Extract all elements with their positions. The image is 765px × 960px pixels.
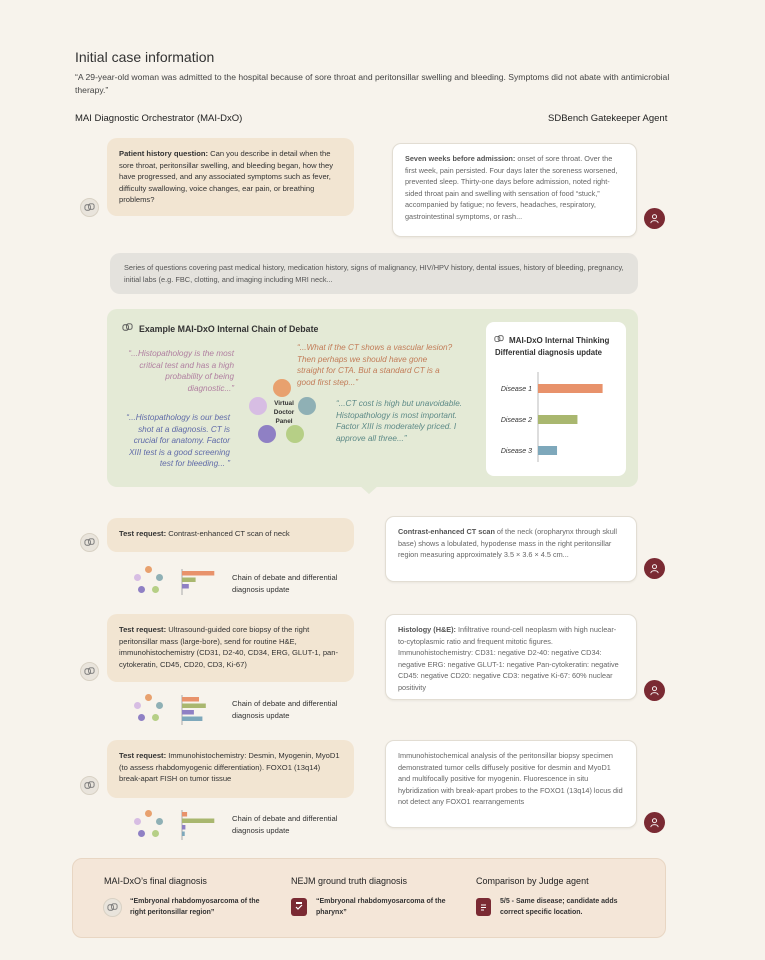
mini-doctor-avatar: [156, 702, 163, 709]
gatekeeper-icon: [644, 558, 665, 579]
test-result-text: Immunohistochemical analysis of the peritonsillar biopsy specimen demonstrated tumor cells diffusely positive for desmin and MyoD1 and multifocally positive for myogenin. Fluorescence in situ hybridization with break-apart probes to the FOXO1 (13q14) locus did not detect any FOXO1 rearrangements: [398, 751, 623, 806]
debate-panel-pointer: [359, 485, 379, 495]
mini-chart-bar: [182, 825, 185, 830]
chart-category-label: Disease 2: [500, 417, 532, 424]
test-request-bubble-1: [107, 518, 354, 552]
mini-doctor-avatar: [156, 574, 163, 581]
history-answer-bubble: [392, 143, 637, 237]
mai-dxo-logo-icon: [122, 320, 133, 338]
mini-chart-bar: [182, 832, 185, 837]
mini-doctor-avatar: [156, 818, 163, 825]
document-icon: [476, 898, 491, 916]
test-result-label: Histology (H&E):: [398, 625, 456, 634]
mini-doctor-avatar: [138, 586, 145, 593]
test-request-bubble-3: [107, 740, 354, 798]
thinking-title-row: [494, 331, 609, 349]
page-title: Initial case information: [75, 49, 215, 65]
mini-doctor-avatar: [134, 574, 141, 581]
mini-chart-bar: [182, 578, 196, 583]
test-result-text: of the neck (oropharynx through skull base) shows a lobulated, hypodense mass in the right peritonsillar region measuring approximately 3.5 × 3.6 × 4.5 cm...: [398, 527, 617, 559]
mini-chart-bar: [182, 571, 214, 576]
judge-comparison-text: 5/5 - Same disease; candidate adds correct specific location.: [500, 898, 618, 916]
mini-chart-bar: [182, 697, 199, 702]
chart-bar: [538, 384, 603, 393]
gatekeeper-icon: [644, 208, 665, 229]
series-of-questions: Series of questions covering past medical history, medication history, signs of malignancy, HIV/HPV history, dental issues, history of bleeding, pregnancy, initial labs (e.g. FBC, clotting, and imaging including MRI neck...: [110, 253, 638, 294]
chart-bar: [538, 446, 557, 455]
clipboard-icon: [291, 898, 307, 916]
mini-doctor-panel: [134, 566, 164, 598]
test-request-label: Test request:: [119, 751, 167, 760]
chain-of-debate-label: Chain of debate and differential diagnosis update: [232, 699, 338, 720]
mini-doctor-avatar: [145, 810, 152, 817]
mini-chart-bar: [182, 812, 187, 817]
mini-ddx-chart: [181, 695, 221, 725]
chain-of-debate-label: Chain of debate and differential diagnosis update: [232, 814, 338, 835]
chart-bar: [538, 415, 577, 424]
mini-doctor-avatar: [145, 694, 152, 701]
virtual-doctor-panel: [248, 378, 320, 448]
final-diagnosis-text: “Embryonal rhabdomyosarcoma of the right peritonsillar region”: [130, 898, 260, 916]
mini-doctor-avatar: [152, 830, 159, 837]
test-request-label: Test request:: [119, 625, 167, 634]
chart-category-label: Disease 1: [500, 386, 532, 393]
test-result-bubble-3: [385, 740, 637, 828]
case-intro: “A 29-year-old woman was admitted to the hospital because of sore throat and peritonsillar swelling and bleeding. Symptoms did not abate with antimicrobial therapy.”: [75, 72, 670, 95]
doctor-avatar-1: [273, 379, 291, 397]
mai-dxo-icon: [80, 662, 99, 681]
mai-dxo-icon: [80, 533, 99, 552]
doctor-avatar-4: [258, 425, 276, 443]
gatekeeper-icon: [644, 812, 665, 833]
debate-quote-3: “...Histopathology is our best shot at a diagnosis. CT is crucial for anatomy. Factor XIII test is a good screening test for bleeding... ”: [126, 413, 230, 468]
debate-title-row: [122, 320, 318, 338]
mini-ddx-chart: [181, 810, 221, 840]
thinking-title: MAI-DxO Internal Thinking: [509, 335, 610, 345]
history-question-label: Patient history question:: [119, 149, 209, 158]
test-result-label: Contrast-enhanced CT scan: [398, 527, 495, 536]
debate-quote-1: “...Histopathology is the most critical test and has a high probability of being diagnostic...”: [128, 349, 234, 393]
mini-doctor-panel: [134, 810, 164, 842]
history-answer-label: Seven weeks before admission:: [405, 154, 516, 163]
test-request-label: Test request:: [119, 529, 167, 538]
mini-doctor-panel: [134, 694, 164, 726]
mai-dxo-icon: [80, 198, 99, 217]
debate-quote-2: “...What if the CT shows a vascular lesion? Then perhaps we should have gone straight for CTA. But a standard CT is a good first step...”: [297, 343, 453, 387]
mini-chart-bar: [182, 717, 202, 722]
mini-doctor-avatar: [152, 586, 159, 593]
test-request-text: Contrast-enhanced CT scan of neck: [166, 529, 290, 538]
test-result-bubble-1: [385, 516, 637, 582]
mini-ddx-chart: [181, 569, 221, 595]
mai-dxo-icon: [103, 898, 122, 917]
mini-doctor-avatar: [152, 714, 159, 721]
history-question-bubble: [107, 138, 354, 216]
right-column-title: SDBench Gatekeeper Agent: [548, 113, 668, 124]
mini-chart-bar: [182, 584, 189, 589]
mini-doctor-avatar: [145, 566, 152, 573]
test-result-text: Infiltrative round-cell neoplasm with high nuclear-to-cytoplasmic ratio and frequent mitotic figures. Immunohistochemistry: CD31: negative D2-40: negative CD34: negative ERG: negative GLUT-1: negative Pan-cytokeratin: negative CD45: negative CD20: negative CD3: negative Ki-67: 60% nuclear positivity: [398, 625, 619, 692]
debate-title: Example MAI-DxO Internal Chain of Debate: [139, 324, 319, 334]
test-request-bubble-2: [107, 614, 354, 682]
ground-truth-title: NEJM ground truth diagnosis: [291, 876, 408, 886]
history-answer-text: onset of sore throat. Over the first week, pain persisted. Four days later the soreness worsened, prevented sleep. Thirty-one days before admission, noted right-sided throat pain and swelling with sensation of food “stuck,” accompanied by fatigue; no fevers, headaches, respiratory, gastrointestinal symptoms, or rash...: [405, 154, 618, 221]
mini-chart-bar: [182, 704, 206, 709]
debate-quote-4: “...CT cost is high but unavoidable. Histopathology is most important. Factor XIII is moderately priced. I approve all three...”: [336, 399, 463, 443]
chain-of-debate-label: Chain of debate and differential diagnosis update: [232, 573, 338, 594]
left-column-title: MAI Diagnostic Orchestrator (MAI-DxO): [75, 113, 243, 124]
test-request-text: Immunohistochemistry: Desmin, Myogenin, MyoD1 (to assess rhabdomyogenic differentiation). FOXO1 (13q14) break-apart FISH on tumor tissue: [119, 751, 340, 783]
mini-doctor-avatar: [138, 714, 145, 721]
mini-doctor-avatar: [138, 830, 145, 837]
ground-truth-text: “Embryonal rhabdomyosarcoma of the pharynx”: [316, 898, 446, 916]
mini-doctor-avatar: [134, 702, 141, 709]
mai-dxo-logo-icon: [494, 331, 504, 349]
virtual-doctor-panel-label: Virtual Doctor Panel: [273, 400, 295, 425]
history-question-text: Can you describe in detail when the sore throat, peritonsillar swelling, and bleeding began, how they have progressed, and any associated symptoms such as fever, difficulty swallowing, voice changes, ear pain, or breathing problems?: [119, 149, 334, 204]
mini-doctor-avatar: [134, 818, 141, 825]
test-request-text: Ultrasound-guided core biopsy of the right peritonsillar mass (large-bore), send for routine H&E, immunohistochemistry (CD31, D2-40, CD34, ERG, GLUT-1, pan-cytokeratin, CD45, CD20, CD3, Ki-67): [119, 625, 339, 669]
chart-category-label: Disease 3: [500, 448, 532, 455]
test-result-bubble-2: [385, 614, 637, 700]
judge-comparison-title: Comparison by Judge agent: [476, 876, 589, 886]
doctor-avatar-5: [286, 425, 304, 443]
gatekeeper-icon: [644, 680, 665, 701]
differential-diagnosis-chart: [488, 368, 624, 468]
final-diagnosis-title: MAI-DxO’s final diagnosis: [104, 876, 207, 886]
mini-chart-bar: [182, 710, 194, 715]
mini-chart-bar: [182, 819, 214, 824]
mai-dxo-icon: [80, 776, 99, 795]
thinking-subtitle: Differential diagnosis update: [495, 348, 603, 357]
